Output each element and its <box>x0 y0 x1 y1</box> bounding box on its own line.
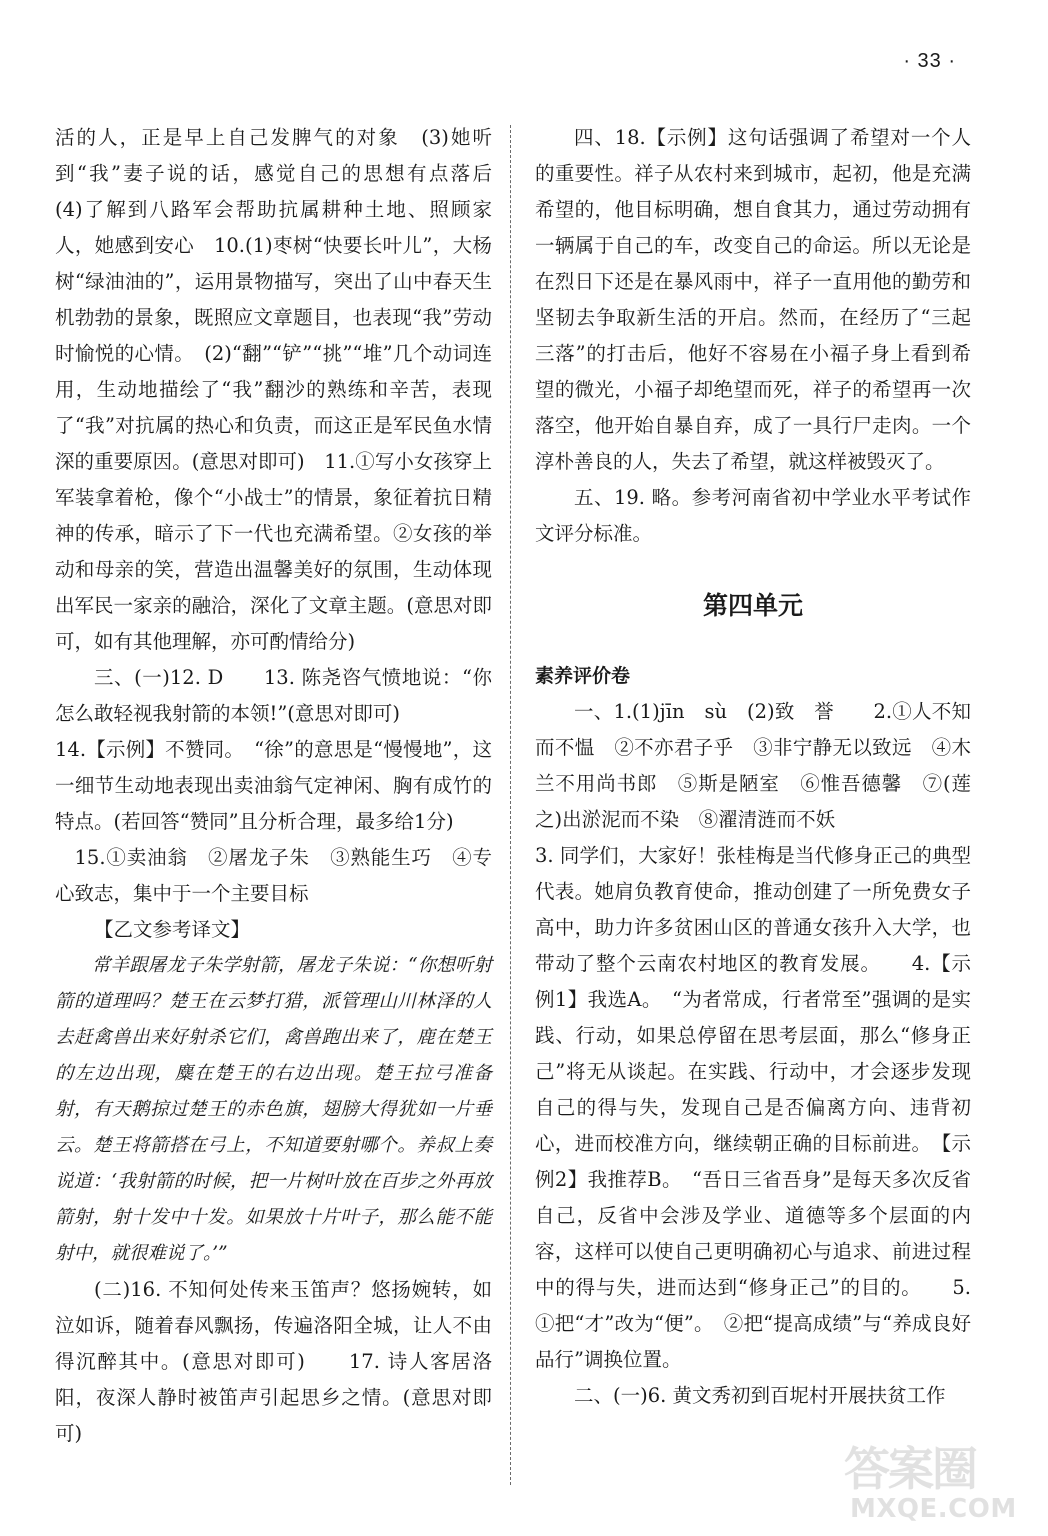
right-column <box>535 120 971 1414</box>
answer-paragraph: 一、1.(1)jīn sù (2)致 誉 2.①人不知而不愠 ②不亦君子乎 ③非宁静无以致远 ④木兰不用尚书郎 ⑤斯是陋室 ⑥惟吾德馨 ⑦(莲之)出淤泥而不染 ⑧濯清涟而不妖 <box>535 700 971 831</box>
answer-paragraph: 二、(一)6. 黄文秀初到百坭村开展扶贫工作 <box>574 1384 946 1407</box>
answer-paragraph: 四、18.【示例】这句话强调了希望对一个人的重要性。祥子从农村来到城市，起初，他是充满希望的，他目标明确，想自食其力，通过劳动拥有一辆属于自己的车，改变自己的命运。所以无论是在烈日下还是在暴风雨中，祥子一直用他的勤劳和坚韧去争取新生活的开启。然而，在经历了“三起三落”的打击后，他好不容易在小福子身上看到希望的微光，小福子却绝望而死，祥子的希望再一次落空，他开始自暴自弃，成了一具行尸走肉。一个淳朴善良的人，失去了希望，就这样被毁灭了。 <box>535 126 971 473</box>
answer-paragraph: 五、19. 略。参考河南省初中学业水平考试作文评分标准。 <box>535 486 971 545</box>
left-column <box>55 120 512 1452</box>
answer-paragraph: 活的人，正是早上自己发脾气的对象 (3)她听到“我”妻子说的话，感觉自己的思想有点落后 (4)了解到八路军会帮助抗属耕种土地、照顾家人，她感到安心 10.(1)枣树“快要长叶儿”，大杨树“绿油油的”，运用景物描写，突出了山中春天生机勃勃的景象，既照应文章题目，也表现“我”劳动时愉悦的心情。 (2)“翻”“铲”“挑”“堆”几个动词连用，生动地描绘了“我”翻沙的熟练和辛苦，表现了“我”对抗属的热心和负责，而这正是军民鱼水情深的重要原因。(意思对即可) 11.①写小女孩穿上军装拿着枪，像个“小战士”的情景，象征着抗日精神的传承，暗示了下一代也充满希望。②女孩的举动和母亲的笑，营造出温馨美好的氛围，生动体现出军民一家亲的融洽，深化了文章主题。(意思对即可，如有其他理解，亦可酌情给分) <box>55 126 512 653</box>
answer-paragraph: 14.【示例】不赞同。 “徐”的意思是“慢慢地”，这一细节生动地表现出卖油翁气定神闲、胸有成竹的特点。(若回答“赞同”且分析合理，最多给1分) <box>55 738 492 833</box>
watermark-url: MXQE.COM <box>850 1494 1017 1524</box>
section-subheading: 素养评价卷 <box>535 665 631 687</box>
page-number: · 33 · <box>903 50 956 72</box>
unit-heading: 第四单元 <box>702 591 803 620</box>
watermark-glyphs: 答案圈 <box>844 1442 976 1496</box>
translation-text: 常羊跟屠龙子朱学射箭，屠龙子朱说：“你想听射箭的道理吗？楚王在云梦打猎，派管理山川林泽的人去赶禽兽出来好射杀它们，禽兽跑出来了，鹿在楚王的左边出现，麋在楚王的右边出现。楚王拉弓准备射，有天鹅掠过楚王的赤色旗，翅膀大得犹如一片垂云。楚王将箭搭在弓上，不知道要射哪个。养叔上奏说道：‘我射箭的时候，把一片树叶放在百步之外再放箭射，射十发中十发。如果放十片叶子，那么能不能射中，就很难说了。’” <box>55 955 492 1264</box>
translation-label: 【乙文参考译文】 <box>94 918 251 941</box>
answer-paragraph: 3. 同学们，大家好！张桂梅是当代修身正己的典型代表。她肩负教育使命，推动创建了一所免费女子高中，助力许多贫困山区的普通女孩升入大学，也带动了整个云南农村地区的教育发展。 4.【示例1】我选A。 “为者常成，行者常至”强调的是实践、行动，如果总停留在思考层面，那么“修身正己”将无从谈起。在实践、行动中，才会逐步发现自己的得与失，发现自己是否偏离方向、违背初心，进而校准方向，继续朝正确的目标前进。 【示例2】我推荐B。 “吾日三省吾身”是每天多次反省自己，反省中会涉及学业、道德等多个层面的内容，这样可以使自己更明确初心与追求、前进过程中的得与失，进而达到“修身正己”的目的。 5.①把“才”改为“便”。 ②把“提高成绩”与“养成良好品行”调换位置。 <box>535 844 971 1371</box>
answer-paragraph: (二)16. 不知何处传来玉笛声？悠扬婉转，如泣如诉，随着春风飘扬，传遍洛阳全城，让人不由得沉醉其中。(意思对即可) 17. 诗人客居洛阳，夜深人静时被笛声引起思乡之情。(意思对即可) <box>55 1278 492 1445</box>
column-divider <box>510 125 511 1485</box>
answer-paragraph: 三、(一)12. D 13. 陈尧咨气愤地说：“你怎么敢轻视我射箭的本领!”(意思对即可) <box>55 666 492 725</box>
answer-paragraph: 15.①卖油翁 ②屠龙子朱 ③熟能生巧 ④专心致志，集中于一个主要目标 <box>55 846 492 905</box>
watermark-logo <box>844 1444 1034 1528</box>
